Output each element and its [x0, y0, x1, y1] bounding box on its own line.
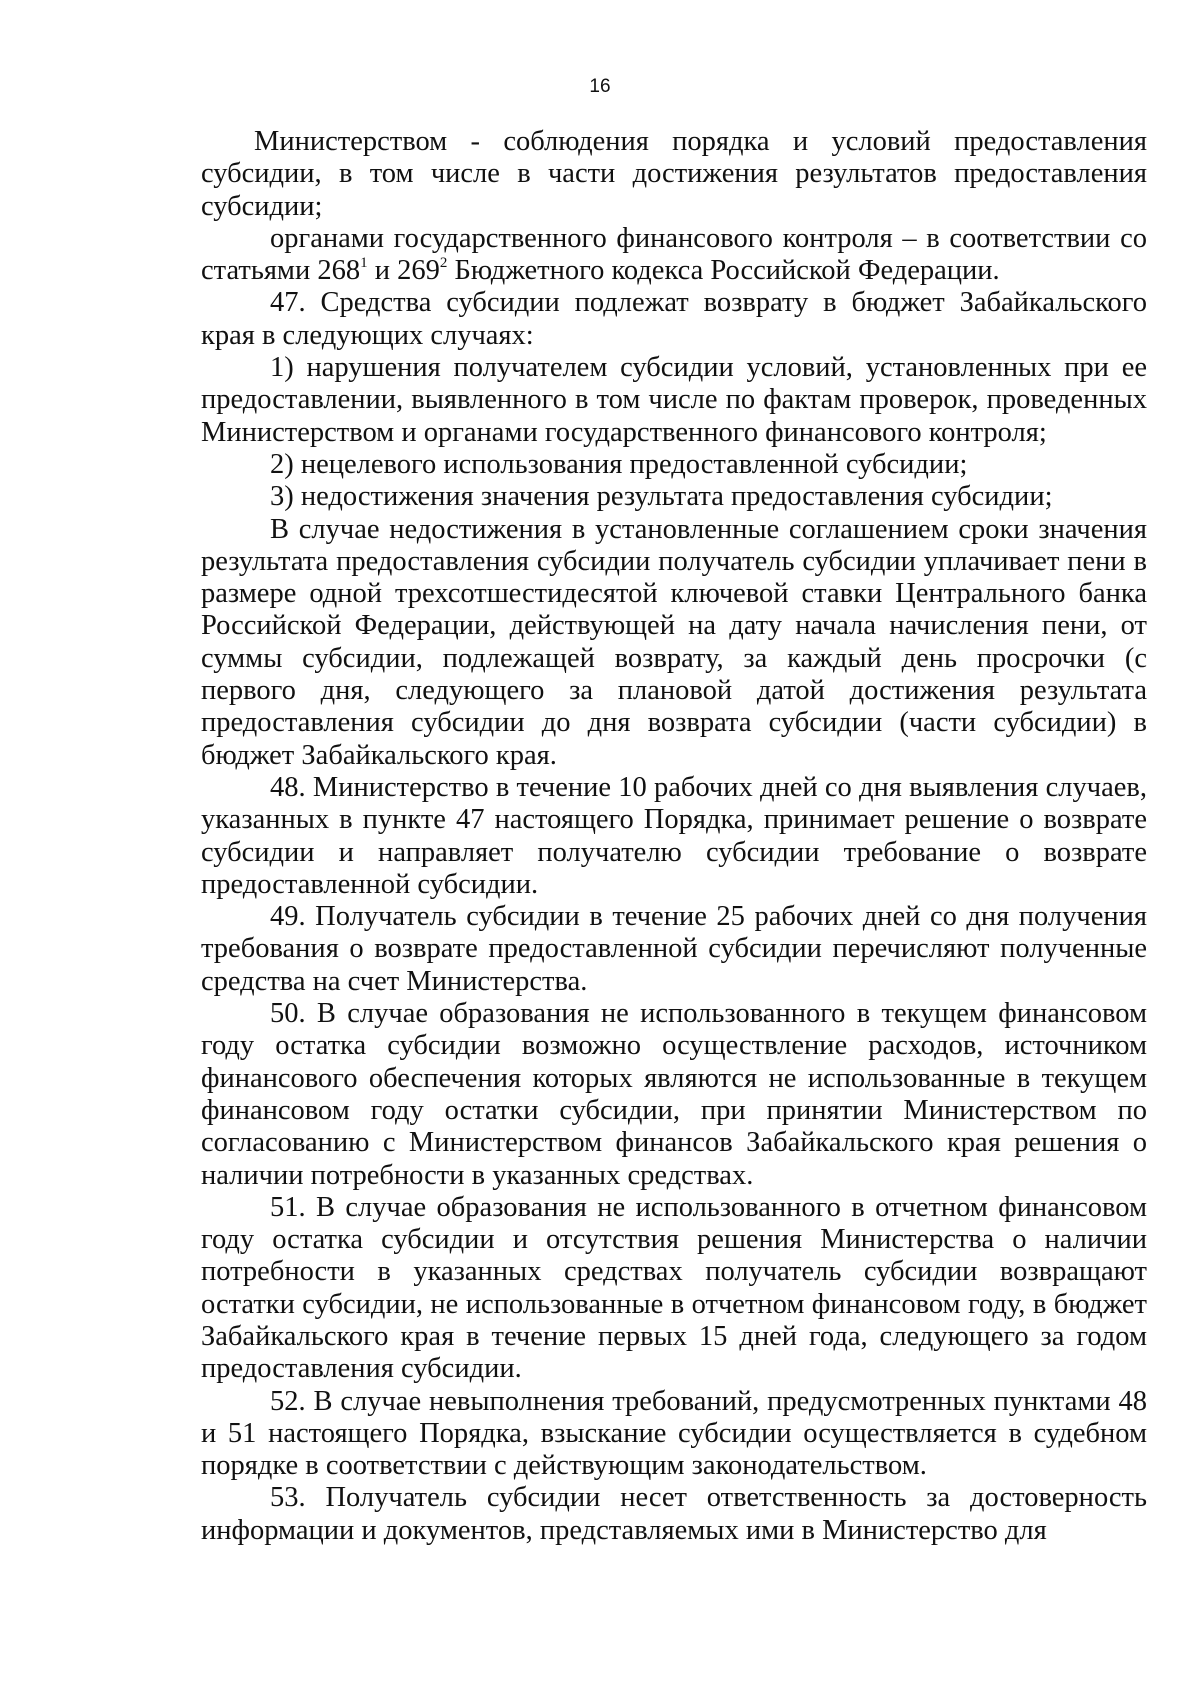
paragraph-47-item-2: 2) нецелевого использования предоставленной субсидии;	[270, 448, 968, 480]
paragraph-52: 52. В случае невыполнения требований, предусмотренных пунктами 48 и 51 настоящего Порядка, взыскание субсидии осуществляется в судебном порядке в соответствии с действующим законодательством.	[201, 1385, 1147, 1482]
paragraph-financial-control-text: органами государственного финансового контроля – в соответствии со статьями 268	[201, 222, 1147, 287]
paragraph-48: 48. Министерство в течение 10 рабочих дней со дня выявления случаев, указанных в пункте 47 настоящего Порядка, принимает решение о возврате субсидии и направляет получателю субсидии требование о возврате предоставленной субсидии.	[201, 771, 1147, 900]
paragraph-penalty: В случае недостижения в установленные соглашением сроки значения результата предоставления субсидии получатель субсидии уплачивает пени в размере одной трехсотшестидесятой ключевой ставки Центрального банка Российской Федерации, действующей на дату начала начисления пени, от суммы субсидии, подлежащей возврату, за каждый день просрочки (с первого дня, следующего за плановой датой достижения результата предоставления субсидии до дня возврата субсидии (части субсидии) в бюджет Забайкальского края.	[201, 513, 1147, 771]
paragraph-50: 50. В случае образования не использованного в текущем финансовом году остатка субсидии возможно осуществление расходов, источником финансового обеспечения которых являются не использованные в текущем финансовом году остатки субсидии, при принятии Министерством по согласованию с Министерством финансов Забайкальского края решения о наличии потребности в указанных средствах.	[201, 998, 1147, 1191]
paragraph-47-item-3: 3) недостижения значения результата предоставления субсидии;	[270, 481, 1053, 513]
paragraph-ministry-control: Министерством - соблюдения порядка и условий предоставления субсидии, в том числе в части достижения результатов предоставления субсидии;	[201, 126, 1147, 222]
paragraph-47: 47. Средства субсидии подлежат возврату в бюджет Забайкальского края в следующих случаях:	[201, 287, 1147, 351]
paragraph-47-item-1: 1) нарушения получателем субсидии условий, установленных при ее предоставлении, выявленного в том числе по фактам проверок, проведенных Министерством и органами государственного финансового контроля;	[201, 352, 1147, 448]
paragraph-financial-control	[201, 223, 1147, 288]
paragraph-49: 49. Получатель субсидии в течение 25 рабочих дней со дня получения требования о возврате предоставленной субсидии перечисляют полученные средства на счет Министерства.	[201, 901, 1147, 997]
page-number: 16	[589, 76, 611, 97]
paragraph-financial-control-end: Бюджетного кодекса Российской Федерации.	[447, 255, 1000, 287]
paragraph-51: 51. В случае образования не использованного в отчетном финансовом году остатка субсидии и отсутствия решения Министерства о наличии потребности в указанных средствах получатель субсидии возвращают остатки субсидии, не использованные в отчетном финансовом году, в бюджет Забайкальского края в течение первых 15 дней года, следующего за годом предоставления субсидии.	[201, 1191, 1147, 1385]
document-body	[201, 126, 1147, 1547]
article-superscript-1: 1	[360, 255, 368, 272]
paragraph-financial-control-mid: и 269	[367, 255, 440, 287]
paragraph-53: 53. Получатель субсидии несет ответственность за достоверность информации и документов, представляемых ими в Министерство для	[201, 1482, 1147, 1546]
article-superscript-2: 2	[439, 255, 448, 272]
